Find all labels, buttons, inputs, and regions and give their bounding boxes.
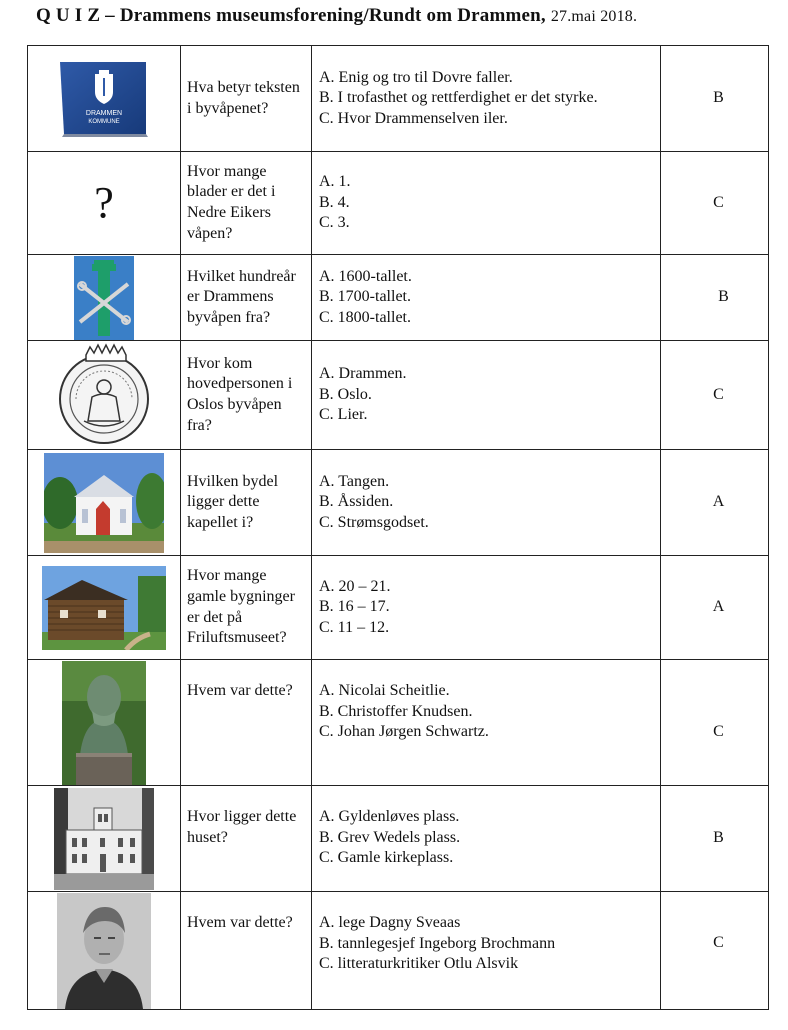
- option-c: C. Strømsgodset.: [319, 513, 429, 531]
- option-c: C. Gamle kirkeplass.: [319, 849, 454, 867]
- image-cell: [28, 46, 181, 152]
- title-text: Q U I Z – Drammens museumsforening/Rundt om Drammen,: [36, 5, 546, 26]
- options-cell: [312, 255, 661, 341]
- option-c: C. Hvor Drammenselven iler.: [319, 109, 508, 127]
- options-cell: [312, 450, 661, 556]
- option-b: B. Grev Wedels plass.: [319, 828, 461, 846]
- image-cell: [28, 556, 181, 660]
- option-b: B. 16 – 17.: [319, 598, 390, 616]
- question-cell: Hvor mange gamle bygninger er det på Friluftsmuseet?: [181, 556, 312, 660]
- table-row: [28, 786, 769, 892]
- table-row: [28, 660, 769, 786]
- quiz-table: [27, 45, 769, 1010]
- option-a: A. Enig og tro til Dovre faller.: [319, 68, 513, 86]
- image-cell: [28, 660, 181, 786]
- option-c: C. litteraturkritiker Otlu Alsvik: [319, 955, 519, 973]
- logo-text-drammen: DRAMMEN: [85, 109, 123, 117]
- answer-cell: B: [661, 786, 769, 892]
- drammen-coat-of-arms: [74, 256, 134, 340]
- option-c: C. 11 – 12.: [319, 618, 390, 636]
- image-cell: [28, 255, 181, 341]
- answer-cell: B: [661, 46, 769, 152]
- table-row: [28, 892, 769, 1010]
- option-a: A. Tangen.: [319, 472, 390, 490]
- option-a: A. Gyldenløves plass.: [319, 808, 460, 825]
- image-cell: [28, 786, 181, 892]
- answer-cell: C: [661, 341, 769, 450]
- answer-cell: A: [661, 556, 769, 660]
- logo-text-kommune: KOMMUNE: [88, 118, 120, 125]
- question-cell: Hvilken bydel ligger dette kapellet i?: [181, 450, 312, 556]
- option-c: C. 1800-tallet.: [319, 308, 411, 326]
- image-cell: [28, 341, 181, 450]
- option-a: A. Nicolai Scheitlie.: [319, 682, 450, 699]
- drammen-kommune-logo: [58, 60, 150, 138]
- log-building-photo: [42, 566, 166, 650]
- answer-cell: C: [661, 892, 769, 1010]
- option-a: A. 1.: [319, 173, 351, 191]
- option-a: A. lege Dagny Sveaas: [319, 914, 461, 931]
- options-cell: [312, 152, 661, 255]
- white-chapel-photo: [44, 453, 164, 553]
- title-date: 27.mai 2018.: [550, 8, 638, 25]
- option-c: C. Lier.: [319, 406, 368, 424]
- question-mark-icon: ?: [94, 178, 114, 227]
- table-row: [28, 450, 769, 556]
- option-a: A. 20 – 21.: [319, 577, 391, 595]
- table-row: [28, 46, 769, 152]
- option-a: A. Drammen.: [319, 365, 407, 383]
- image-cell: [28, 892, 181, 1010]
- answer-cell: C: [661, 660, 769, 786]
- question-cell: Hva betyr teksten i byvåpenet?: [181, 46, 312, 152]
- option-b: B. 4.: [319, 193, 350, 211]
- question-cell: Hvor kom hovedpersonen i Oslos byvåpen fra?: [181, 341, 312, 450]
- villa-photo: [54, 788, 154, 890]
- answer-cell: A: [661, 450, 769, 556]
- option-b: B. Oslo.: [319, 385, 372, 403]
- option-c: C. 3.: [319, 214, 350, 232]
- options-cell: [312, 786, 661, 892]
- options-cell: [312, 46, 661, 152]
- oslo-city-seal: [56, 343, 152, 447]
- options-cell: [312, 556, 661, 660]
- option-b: B. I trofasthet og rettferdighet er det styrke.: [319, 89, 598, 107]
- option-b: B. Åssiden.: [319, 493, 394, 511]
- option-b: B. tannlegesjef Ingeborg Brochmann: [319, 934, 556, 952]
- table-row: [28, 556, 769, 660]
- question-cell: Hvor mange blader er det i Nedre Eikers våpen?: [181, 152, 312, 255]
- option-c: C. Johan Jørgen Schwartz.: [319, 723, 489, 741]
- option-b: B. 1700-tallet.: [319, 288, 411, 306]
- table-row: [28, 341, 769, 450]
- page-title: [36, 5, 637, 27]
- image-cell: [28, 450, 181, 556]
- question-cell: Hvem var dette?: [181, 660, 312, 786]
- image-cell: [28, 152, 181, 255]
- question-cell: Hvem var dette?: [181, 892, 312, 1010]
- woman-portrait-photo: [57, 893, 151, 1009]
- table-row: [28, 152, 769, 255]
- question-cell: Hvor ligger dette huset?: [181, 786, 312, 892]
- options-cell: [312, 660, 661, 786]
- question-cell: Hvilket hundreår er Drammens byvåpen fra?: [181, 255, 312, 341]
- option-a: A. 1600-tallet.: [319, 267, 412, 285]
- answer-cell: C: [661, 152, 769, 255]
- option-b: B. Christoffer Knudsen.: [319, 702, 473, 720]
- options-cell: [312, 892, 661, 1010]
- options-cell: [312, 341, 661, 450]
- bronze-bust-photo: [62, 661, 146, 785]
- answer-cell: B: [661, 255, 769, 341]
- table-row: [28, 255, 769, 341]
